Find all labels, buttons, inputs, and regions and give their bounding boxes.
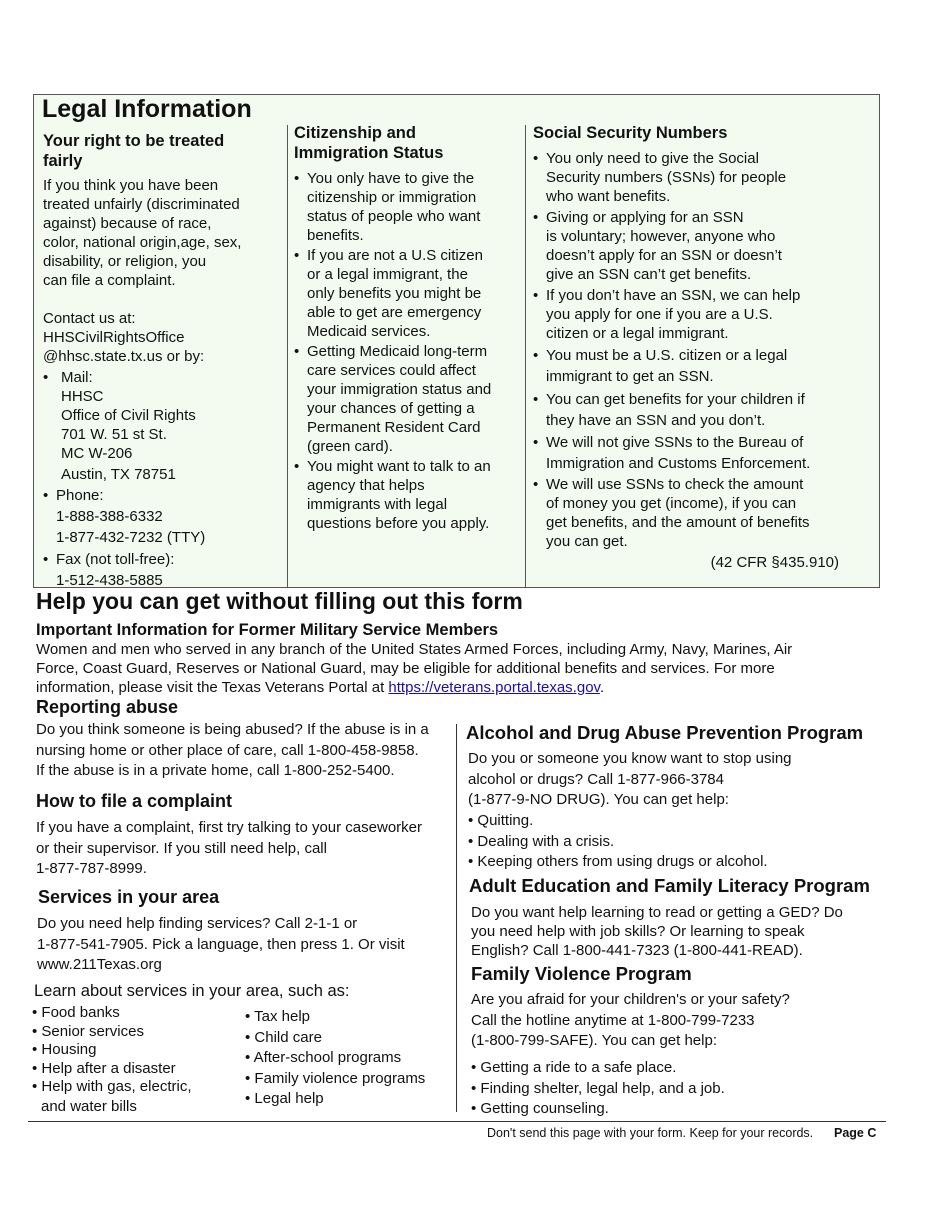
text-line: • You must be a U.S. citizen or a legal (546, 347, 788, 364)
fair-treatment-heading: Your right to be treated fairly (43, 132, 225, 170)
list-item: • Child care (245, 1028, 425, 1049)
text-line: treated unfairly (discriminated (43, 196, 240, 213)
text-line: can file a complaint. (43, 272, 176, 289)
military-block (36, 620, 896, 697)
veterans-portal-link[interactable]: https://veterans.portal.texas.gov (388, 679, 600, 696)
list-item (294, 457, 522, 533)
services-text (37, 914, 457, 976)
list-item: • Getting a ride to a safe place. (471, 1058, 725, 1079)
heading-line: Immigration Status (294, 144, 444, 162)
text-line: or their supervisor. If you still need help, call (36, 839, 327, 857)
text-line: Permanent Resident Card (307, 419, 481, 436)
text-line: • You might want to talk to an (307, 458, 491, 475)
fair-treatment-column (43, 131, 283, 590)
list-item: • Quitting. (468, 811, 768, 832)
address-line: 701 W. 51 st St. (61, 426, 167, 443)
adult-education-heading: Adult Education and Family Literacy Program (469, 875, 870, 896)
ssn-list (533, 149, 873, 551)
text-line: you need help with job skills? Or learning to speak (471, 923, 805, 940)
phone-label: • Phone: (56, 487, 104, 504)
list-item (533, 208, 873, 284)
family-violence-text (471, 990, 891, 1052)
fair-treatment-text (43, 176, 283, 290)
list-item (533, 432, 873, 474)
email-line: HHSCivilRightsOffice (43, 329, 185, 346)
text-line: only benefits you might be (307, 285, 482, 302)
text-line: against) because of race, (43, 215, 212, 232)
citizenship-column (294, 123, 522, 533)
mail-item (43, 368, 283, 484)
text-line: Are you afraid for your children's or your safety? (471, 991, 790, 1008)
text-line: Do you want help learning to read or getting a GED? Do (471, 904, 843, 921)
family-violence-heading: Family Violence Program (471, 963, 692, 984)
text-line: If the abuse is in a private home, call 1-800-252-5400. (36, 762, 395, 779)
heading-line: Citizenship and (294, 124, 416, 142)
text-line: who want benefits. (546, 188, 671, 205)
text-line: Do you or someone you know want to stop using (468, 750, 792, 767)
text-line: www.211Texas.org (37, 956, 162, 973)
text-line: • If you don’t have an SSN, we can help (546, 287, 801, 304)
list-item: • Legal help (245, 1089, 425, 1110)
text-line: 1-877-541-7905. Pick a language, then press 1. Or visit (37, 935, 405, 953)
fax-item (43, 550, 283, 590)
services-learn-label: Learn about services in your area, such as: (34, 982, 350, 1000)
list-item (533, 475, 873, 551)
help-section-title: Help you can get without filling out this form (36, 588, 523, 614)
text-line: benefits. (307, 227, 364, 244)
ssn-column (533, 123, 873, 572)
text-line: Force, Coast Guard, Reserves or National Guard, may be eligible for additional benefits and services. For more (36, 660, 775, 677)
text-span: . (599, 679, 605, 696)
citizenship-heading (294, 123, 522, 163)
text-span: information, please visit the Texas Veterans Portal at (36, 679, 389, 696)
list-item: • Tax help (245, 1007, 425, 1028)
text-line: or a legal immigrant, the (307, 266, 468, 283)
column-divider (525, 125, 526, 587)
page-label: Page C (834, 1126, 877, 1140)
text-line: Women and men who served in any branch of the United States Armed Forces, including Army, Navy, Marines, Air (36, 641, 793, 658)
services-list-right (245, 1007, 425, 1110)
text-line: • Giving or applying for an SSN (546, 209, 744, 226)
list-item: • Senior services (32, 1023, 191, 1042)
list-item (533, 286, 873, 343)
legal-information-title: Legal Information (42, 95, 252, 123)
text-line: your immigration status and (307, 381, 492, 398)
text-line: color, national origin,age, sex, (43, 234, 242, 251)
text-line: Do you need help finding services? Call 2-1-1 or (37, 915, 358, 932)
military-text (36, 640, 896, 697)
text-line: • You can get benefits for your children if (546, 391, 805, 408)
list-item (533, 389, 873, 431)
services-list-continuation: and water bills (41, 1098, 137, 1115)
list-item: • Keeping others from using drugs or alcohol. (468, 852, 768, 873)
text-line: alcohol or drugs? Call 1-877-966-3784 (468, 770, 724, 788)
text-line: able to get are emergency (307, 304, 482, 321)
legal-information-box (33, 94, 880, 588)
text-line: • If you are not a U.S citizen (307, 247, 483, 264)
military-heading: Important Information for Former Military Service Members (36, 621, 499, 639)
text-line: Call the hotline anytime at 1-800-799-7233 (471, 1011, 755, 1029)
adult-education-text (471, 903, 891, 960)
fax-label: • Fax (not toll-free): (56, 551, 175, 568)
list-item: • Finding shelter, legal help, and a job. (471, 1079, 725, 1100)
list-item: • Housing (32, 1041, 191, 1060)
text-line: immigrants with legal (307, 496, 448, 513)
text-line: give an SSN can’t get benefits. (546, 266, 752, 283)
text-line: disability, or religion, you (43, 253, 207, 270)
text-line: doesn’t apply for an SSN or doesn’t (546, 247, 782, 264)
text-line: • We will use SSNs to check the amount (546, 476, 804, 493)
text-line: If you have a complaint, first try talking to your caseworker (36, 819, 422, 836)
list-item (294, 169, 522, 245)
phone-number: 1-877-432-7232 (TTY) (56, 529, 206, 546)
services-heading: Services in your area (38, 887, 220, 907)
text-line (36, 678, 896, 697)
text-line: get benefits, and the amount of benefits (546, 514, 810, 531)
address-line: Office of Civil Rights (61, 407, 196, 424)
list-item: • Food banks (32, 1004, 191, 1023)
text-line: Immigration and Customs Enforcement. (546, 455, 811, 472)
text-line: • You only need to give the Social (546, 150, 759, 167)
text-line: Do you think someone is being abused? If the abuse is in a (36, 721, 429, 738)
citizenship-list (294, 169, 522, 533)
column-divider (456, 724, 457, 1112)
cfr-citation: (42 CFR §435.910) (710, 554, 839, 571)
text-line: Security numbers (SSNs) for people (546, 169, 787, 186)
services-list-left (32, 1004, 191, 1097)
text-line: your chances of getting a (307, 400, 475, 417)
list-item (294, 246, 522, 341)
text-line: status of people who want (307, 208, 481, 225)
alcohol-program-heading: Alcohol and Drug Abuse Prevention Program (466, 722, 864, 743)
text-line: Medicaid services. (307, 323, 431, 340)
email-line: @hhsc.state.tx.us or by: (43, 348, 205, 365)
phone-number: 1-888-388-6332 (56, 508, 163, 525)
text-line: agency that helps (307, 477, 425, 494)
text-line: citizen or a legal immigrant. (546, 325, 729, 342)
address-line: Austin, TX 78751 (61, 466, 176, 483)
list-item (533, 345, 873, 387)
text-line: Contact us at: (43, 310, 136, 327)
text-line: (1-800-799-SAFE). You can get help: (471, 1032, 717, 1049)
text-line: nursing home or other place of care, call 1-800-458-9858. (36, 741, 419, 759)
text-line: questions before you apply. (307, 515, 490, 532)
list-item (294, 342, 522, 456)
text-line: (1-877-9-NO DRUG). You can get help: (468, 791, 729, 808)
text-line: citizenship or immigration (307, 189, 477, 206)
text-line: • You only have to give the (307, 170, 475, 187)
text-line: English? Call 1-800-441-7323 (1-800-441-READ). (471, 942, 803, 959)
text-line: they have an SSN and you don’t. (546, 412, 766, 429)
list-item: • Help after a disaster (32, 1060, 191, 1079)
alcohol-program-text (468, 749, 888, 811)
text-line: 1-877-787-8999. (36, 860, 147, 877)
list-item: • Help with gas, electric, (32, 1078, 191, 1097)
file-complaint-heading: How to file a complaint (36, 791, 233, 811)
list-item: • Family violence programs (245, 1069, 425, 1090)
footer-note: Don't send this page with your form. Keep for your records. (487, 1126, 814, 1140)
list-item: • After-school programs (245, 1048, 425, 1069)
mail-label: • Mail: (61, 369, 93, 386)
contact-methods-list (43, 368, 283, 590)
list-item: • Getting counseling. (471, 1099, 725, 1120)
text-line: If you think you have been (43, 177, 219, 194)
reporting-abuse-heading: Reporting abuse (36, 697, 179, 717)
address-line: MC W-206 (61, 445, 133, 462)
text-line: of money you get (income), if you can (546, 495, 797, 512)
alcohol-program-list (468, 811, 768, 873)
text-line: (green card). (307, 438, 393, 455)
ssn-heading: Social Security Numbers (533, 124, 728, 142)
list-item (533, 149, 873, 206)
list-item: • Dealing with a crisis. (468, 832, 768, 853)
file-complaint-text (36, 818, 456, 880)
text-line: • We will not give SSNs to the Bureau of (546, 434, 804, 451)
fax-number: 1-512-438-5885 (56, 572, 163, 589)
contact-block (43, 309, 283, 366)
column-divider (287, 125, 288, 587)
address-line: HHSC (61, 388, 104, 405)
text-line: is voluntary; however, anyone who (546, 228, 776, 245)
text-line: you apply for one if you are a U.S. (546, 306, 773, 323)
text-line: you can get. (546, 533, 628, 550)
footer-rule (28, 1121, 886, 1122)
text-line: care services could affect (307, 362, 476, 379)
phone-item (43, 486, 283, 547)
text-line: • Getting Medicaid long-term (307, 343, 488, 360)
family-violence-list (471, 1058, 725, 1120)
reporting-abuse-text (36, 720, 456, 782)
text-line: immigrant to get an SSN. (546, 368, 714, 385)
